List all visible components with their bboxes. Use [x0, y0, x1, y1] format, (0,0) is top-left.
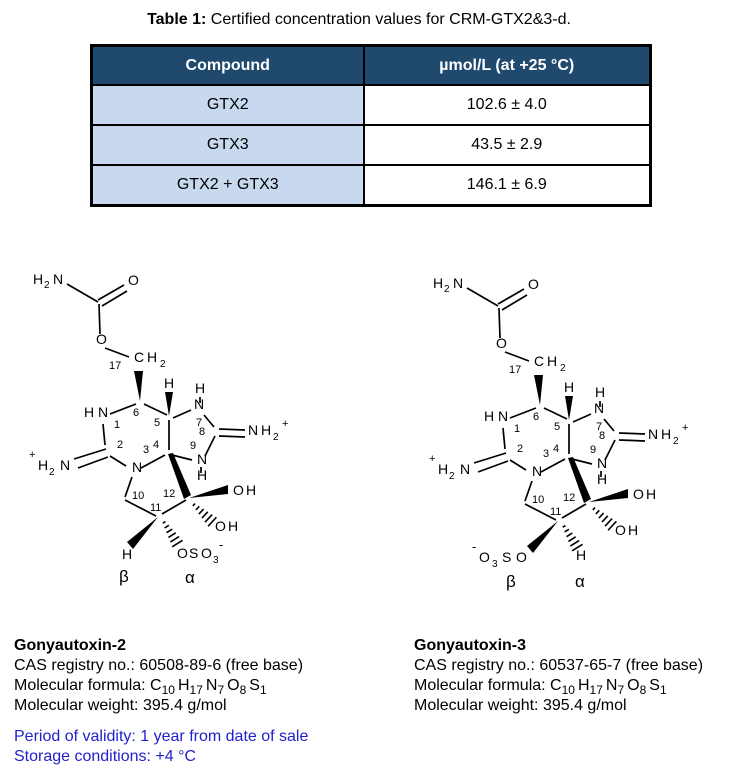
formula-segment: $O_8$ [627, 677, 647, 698]
hashed-wedge [159, 519, 183, 547]
atom-label: N [453, 275, 464, 291]
atom-label: H [547, 353, 558, 369]
table-row [92, 85, 651, 125]
atom-label: 3 [213, 555, 219, 566]
atom-label: H [164, 375, 175, 391]
table-caption [14, 11, 704, 29]
atom-label: N [648, 426, 659, 442]
atom-label: 17 [509, 364, 522, 376]
formula-segment: $H_{17}$ [177, 677, 203, 698]
atom-label: N [98, 404, 109, 420]
atom-label: O [128, 272, 139, 288]
atom-label: O [479, 549, 490, 565]
atom-label: H [33, 271, 44, 287]
atom-label: 7 [196, 417, 203, 429]
molecular-formula [150, 677, 270, 698]
atom-label: H [84, 404, 95, 420]
atom-label: 6 [533, 411, 540, 423]
atom-label: H [438, 461, 449, 477]
compound-cell: GTX2 [92, 85, 364, 125]
atom-label: S [502, 549, 512, 565]
atom-label: S [189, 545, 199, 561]
table-caption-number: Table 1: [147, 11, 207, 28]
formula-label: Molecular formula: [14, 677, 151, 694]
atom-label: N [197, 451, 208, 467]
atom-label: O [177, 545, 188, 561]
atom-label: 11 [550, 506, 562, 518]
cas-line: CAS registry no.: 60537-65-7 (free base) [414, 657, 704, 674]
atom-label: 3 [143, 444, 150, 456]
formula-segment: $S_1$ [649, 677, 667, 698]
atom-label: N [248, 422, 259, 438]
atom-label: 10 [132, 490, 145, 502]
atom-label: 6 [133, 407, 140, 419]
compound-cell: GTX3 [92, 125, 364, 165]
atom-label: H [564, 379, 575, 395]
atom-label: + [282, 418, 289, 430]
formula-line [414, 676, 744, 696]
bond-skeleton [67, 284, 245, 516]
cas-line: CAS registry no.: 60508-89-6 (free base) [14, 657, 304, 674]
atom-label: H [628, 522, 639, 538]
atom-label: β [119, 567, 129, 586]
atom-label: N [60, 457, 71, 473]
atom-label: H [433, 275, 444, 291]
atom-label: O [528, 276, 539, 292]
atom-label: H [597, 471, 608, 487]
atom-label: 9 [190, 440, 197, 452]
atom-label: β [506, 572, 516, 591]
atom-label: N [594, 400, 605, 416]
atom-label: O [615, 522, 626, 538]
atom-label: 3 [492, 559, 498, 570]
atom-label: 5 [554, 421, 561, 433]
atom-label: N [194, 396, 205, 412]
compound-info-gtx2 [14, 636, 404, 716]
formula-segment: $C_{10}$ [550, 677, 575, 698]
table-header-row [92, 46, 651, 86]
wedge-bonds [527, 375, 628, 553]
atom-label: 10 [532, 494, 545, 506]
gonyautoxin-2-structure [14, 257, 314, 602]
atom-label: H [195, 380, 206, 396]
atom-label: 12 [163, 488, 176, 500]
atom-label: H [38, 457, 49, 473]
value-cell: 146.1 ± 6.9 [364, 165, 651, 206]
concentration-table [90, 44, 652, 207]
atom-label: - [472, 539, 477, 554]
atom-label: O [96, 331, 107, 347]
compound-info-gtx3 [414, 636, 744, 716]
atom-label: 2 [117, 439, 124, 451]
atom-label: N [498, 408, 509, 424]
atom-label: H [122, 546, 133, 562]
atom-label: α [575, 572, 585, 591]
atom-label: H [661, 426, 672, 442]
atom-label: H [147, 349, 158, 365]
bond-skeleton [467, 288, 645, 520]
compound-cell: GTX2 + GTX3 [92, 165, 364, 206]
atom-label: 1 [514, 423, 521, 435]
atom-label: 1 [114, 419, 121, 431]
atom-label: 2 [49, 467, 55, 478]
atom-labels [429, 275, 688, 591]
atom-label: α [185, 568, 195, 587]
hashed-wedge [590, 504, 617, 530]
atom-label: O [496, 335, 507, 351]
weight-line: Molecular weight: 395.4 g/mol [414, 697, 627, 714]
atom-label: + [29, 449, 36, 461]
atom-label: O [201, 545, 212, 561]
formula-segment: $N_7$ [205, 677, 225, 698]
atom-label: 2 [560, 363, 566, 374]
compound-name: Gonyautoxin-2 [14, 637, 127, 654]
col-header-compound: Compound [92, 46, 364, 86]
atom-label: H [228, 518, 239, 534]
atom-label: N [597, 455, 608, 471]
formula-segment: $C_{10}$ [150, 677, 175, 698]
atom-label: H [197, 467, 208, 483]
atom-label: 4 [553, 443, 560, 455]
atom-label: H [595, 384, 606, 400]
atom-label: 11 [150, 502, 162, 514]
formula-segment: $N_7$ [605, 677, 625, 698]
validity-block [14, 727, 308, 767]
atom-label: N [53, 271, 64, 287]
atom-label: + [682, 422, 689, 434]
atom-label: 2 [449, 471, 455, 482]
atom-label: 17 [109, 360, 122, 372]
atom-label: 7 [596, 421, 603, 433]
atom-label: O [233, 482, 244, 498]
atom-label: O [516, 549, 527, 565]
col-header-concentration: µmol/L (at +25 °C) [364, 46, 651, 86]
formula-segment: $S_1$ [249, 677, 267, 698]
formula-segment: $H_{17}$ [577, 677, 603, 698]
atom-label: 4 [153, 439, 160, 451]
atom-label: 2 [160, 359, 166, 370]
storage-conditions: Storage conditions: +4 °C [14, 748, 197, 765]
hashed-wedge [190, 500, 217, 526]
atom-label: 2 [44, 280, 50, 291]
formula-segment: $O_8$ [227, 677, 247, 698]
atom-label: 5 [154, 417, 161, 429]
atom-labels [29, 271, 288, 587]
table-caption-text: Certified concentration values for CRM-GTX2&3-d. [206, 11, 571, 28]
atom-label: N [132, 459, 143, 475]
table-row [92, 165, 651, 206]
atom-label: 3 [543, 448, 550, 460]
atom-label: H [261, 422, 272, 438]
atom-label: H [576, 547, 587, 563]
value-cell: 43.5 ± 2.9 [364, 125, 651, 165]
atom-label: 2 [444, 284, 450, 295]
atom-label: + [429, 453, 436, 465]
atom-label: O [633, 486, 644, 502]
atom-label: 2 [517, 443, 524, 455]
formula-line [14, 676, 404, 696]
formula-label: Molecular formula: [414, 677, 551, 694]
table-row [92, 125, 651, 165]
atom-label: H [484, 408, 495, 424]
atom-label: O [215, 518, 226, 534]
weight-line: Molecular weight: 395.4 g/mol [14, 697, 227, 714]
molecular-formula [550, 677, 670, 698]
wedge-bonds [127, 371, 228, 549]
atom-label: 2 [673, 436, 679, 447]
atom-label: 12 [563, 492, 576, 504]
atom-label: 2 [273, 432, 279, 443]
atom-label: H [246, 482, 257, 498]
atom-label: 8 [199, 426, 206, 438]
atom-label: C [134, 349, 145, 365]
compound-name: Gonyautoxin-3 [414, 637, 527, 654]
gonyautoxin-3-structure [414, 261, 714, 606]
period-of-validity: Period of validity: 1 year from date of sale [14, 728, 309, 745]
atom-label: - [219, 537, 224, 552]
atom-label: N [532, 463, 543, 479]
value-cell: 102.6 ± 4.0 [364, 85, 651, 125]
atom-label: C [534, 353, 545, 369]
atom-label: 9 [590, 444, 597, 456]
atom-label: H [646, 486, 657, 502]
atom-label: 8 [599, 430, 606, 442]
atom-label: N [460, 461, 471, 477]
